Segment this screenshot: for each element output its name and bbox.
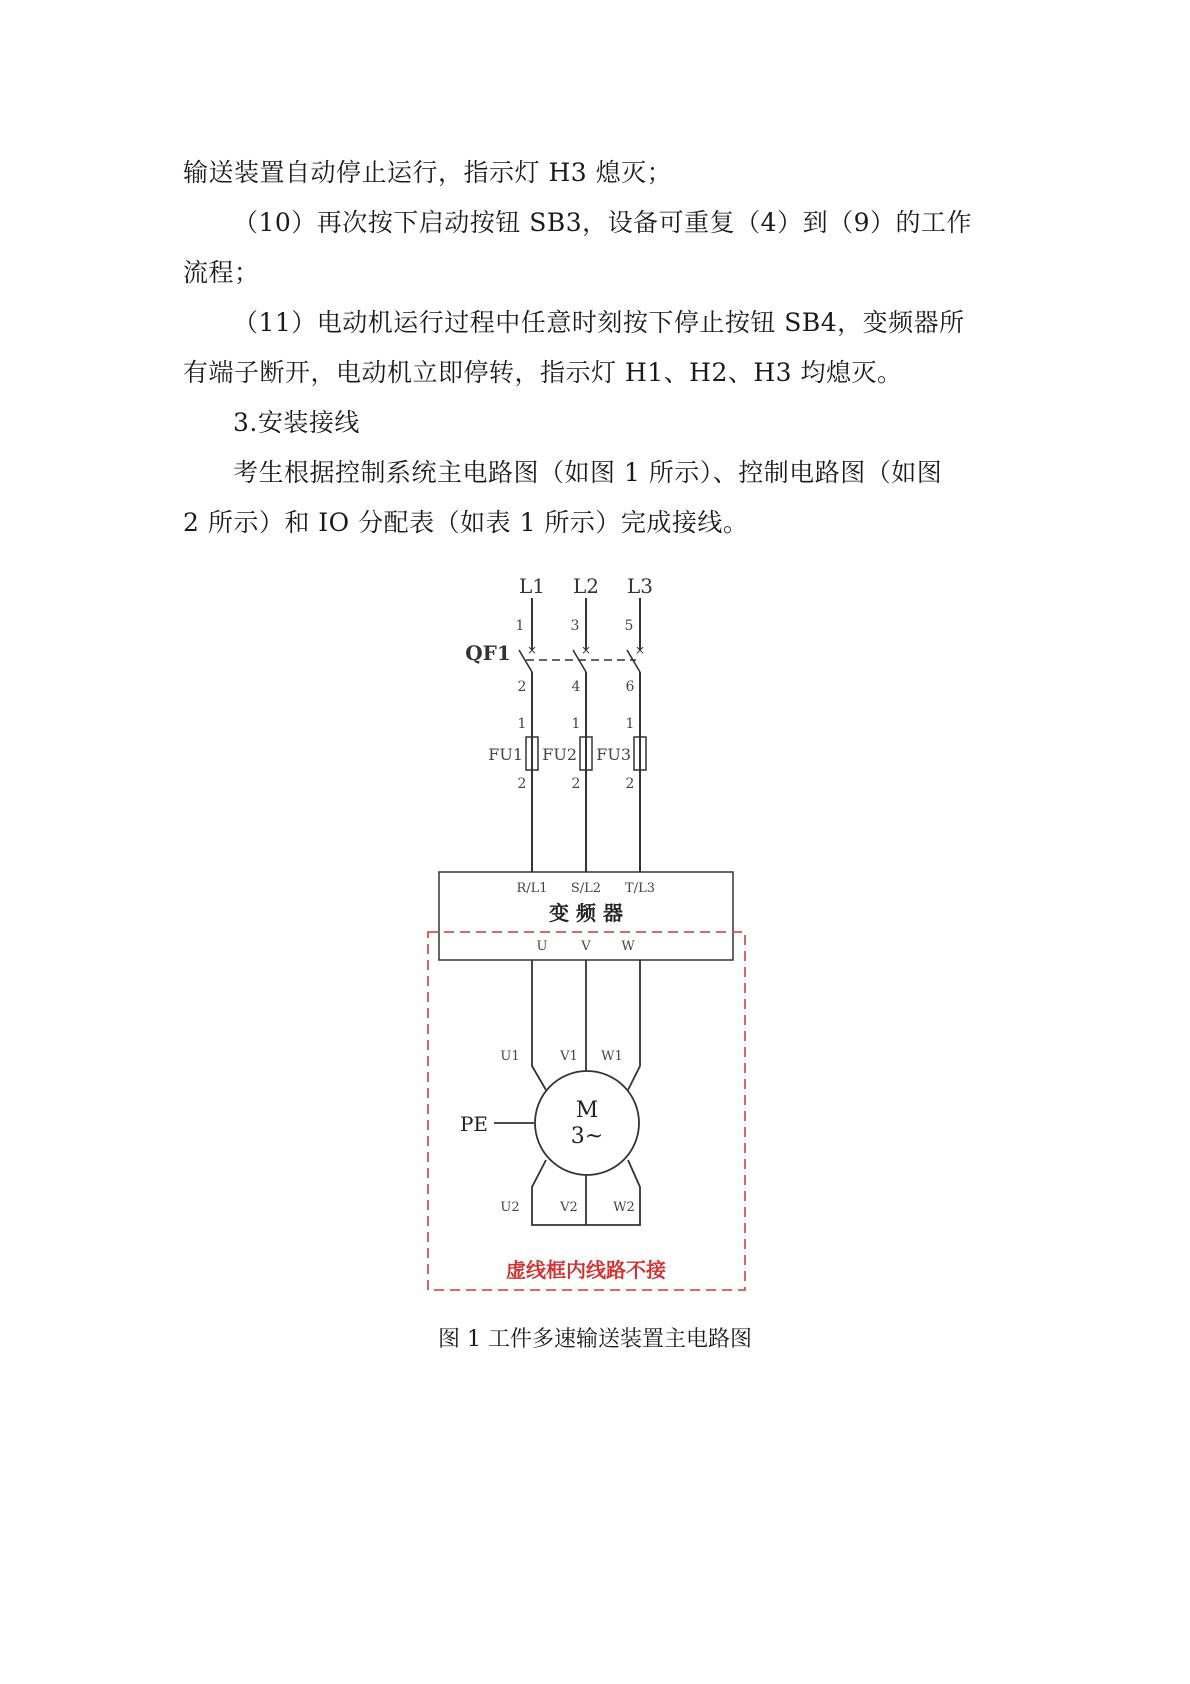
svg-text:6: 6 <box>625 679 635 695</box>
svg-text:3: 3 <box>570 618 580 634</box>
do-not-wire-note: 虚线框内线路不接 <box>506 1258 666 1282</box>
svg-text:5: 5 <box>624 618 634 634</box>
svg-text:4: 4 <box>571 679 581 695</box>
svg-text:S/L2: S/L2 <box>570 881 602 896</box>
svg-text:3~: 3~ <box>570 1124 604 1149</box>
svg-text:1: 1 <box>517 716 527 732</box>
svg-text:×: × <box>634 643 646 657</box>
svg-text:变 频 器: 变 频 器 <box>549 901 623 925</box>
paragraph-line-1: 输送装置自动停止运行，指示灯 H3 熄灭； <box>183 158 673 187</box>
paragraph-line-4: （11）电动机运行过程中任意时刻按下停止按钮 SB4，变频器所 <box>233 308 965 337</box>
svg-text:QF1: QF1 <box>465 641 511 665</box>
svg-text:V: V <box>581 939 591 954</box>
supply-labels <box>519 574 653 598</box>
svg-text:R/L1: R/L1 <box>516 881 548 896</box>
section-heading: 3.安装接线 <box>233 408 360 437</box>
svg-text:W: W <box>621 939 635 954</box>
paragraph-line-2: （10）再次按下启动按钮 SB3，设备可重复（4）到（9）的工作 <box>233 208 972 237</box>
svg-text:2: 2 <box>517 776 527 792</box>
svg-text:V2: V2 <box>560 1200 578 1215</box>
breaker-qf1 <box>519 650 640 672</box>
svg-text:×: × <box>526 643 538 657</box>
paragraph-line-3: 流程； <box>183 258 260 287</box>
svg-text:V1: V1 <box>560 1049 578 1064</box>
svg-text:U1: U1 <box>500 1049 520 1064</box>
figure-caption: 图 1 工件多速输送装置主电路图 <box>438 1327 752 1352</box>
svg-text:L1: L1 <box>518 574 546 598</box>
svg-text:L3: L3 <box>626 574 654 598</box>
svg-text:U2: U2 <box>500 1200 520 1215</box>
paragraph-line-8: 2 所示）和 IO 分配表（如表 1 所示）完成接线。 <box>183 508 749 537</box>
svg-text:FU2: FU2 <box>542 745 577 764</box>
svg-text:W2: W2 <box>613 1200 635 1215</box>
svg-text:U: U <box>536 939 548 954</box>
motor-m <box>535 1071 639 1175</box>
paragraph-line-7: 考生根据控制系统主电路图（如图 1 所示）、控制电路图（如图 <box>233 458 943 487</box>
svg-text:2: 2 <box>625 776 635 792</box>
svg-text:1: 1 <box>515 618 525 634</box>
svg-text:L2: L2 <box>572 574 600 598</box>
svg-text:1: 1 <box>571 716 581 732</box>
svg-text:×: × <box>580 643 592 657</box>
svg-text:W1: W1 <box>601 1049 623 1064</box>
paragraph-line-5: 有端子断开，电动机立即停转，指示灯 H1、H2、H3 均熄灭。 <box>183 358 903 387</box>
svg-text:T/L3: T/L3 <box>625 881 655 896</box>
svg-text:2: 2 <box>571 776 581 792</box>
svg-text:FU3: FU3 <box>596 745 631 764</box>
svg-text:2: 2 <box>517 679 527 695</box>
svg-text:FU1: FU1 <box>488 745 523 764</box>
svg-text:M: M <box>575 1098 599 1123</box>
svg-text:PE: PE <box>459 1112 489 1136</box>
svg-text:1: 1 <box>625 716 635 732</box>
